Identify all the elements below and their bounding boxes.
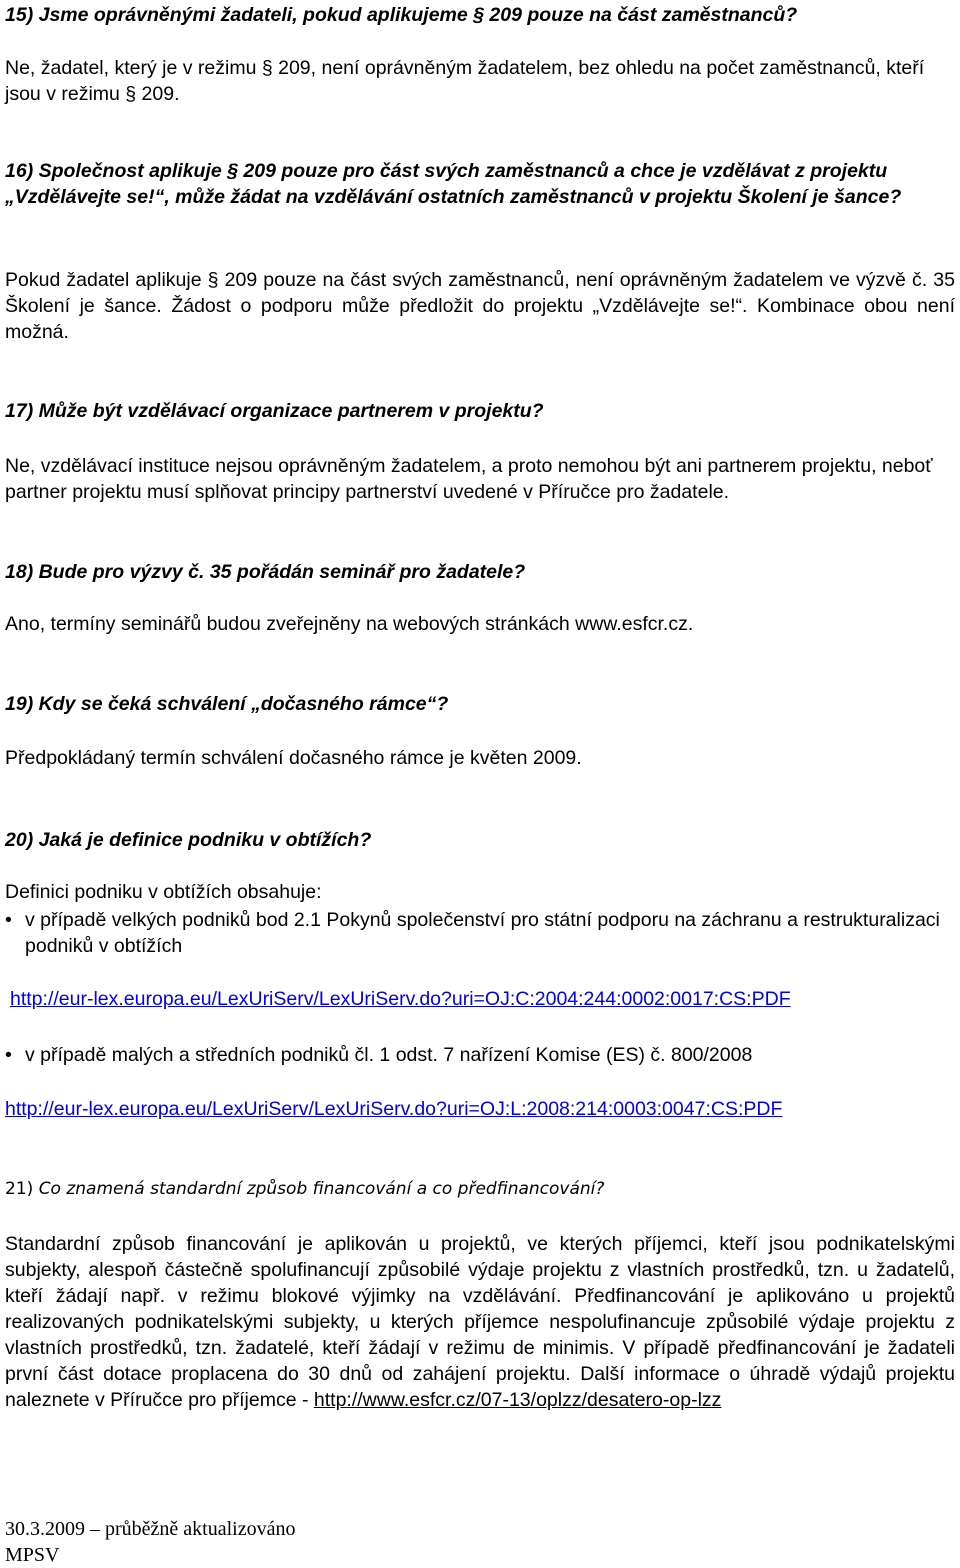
question-21-title <box>5 1175 955 1202</box>
bullet-dot-icon: • <box>5 909 12 931</box>
bullet-item-large-enterprises <box>5 907 955 959</box>
answer-21 <box>5 1231 955 1413</box>
question-20-title: 20) Jaká je definice podniku v obtížích? <box>5 829 372 851</box>
answer-16: Pokud žadatel aplikuje § 209 pouze na část svých zaměstnanců, není oprávněným žadatelem ve výzvě č. 35 Školení je šance. Žádost o podporu může předložit do projektu „Vzdělávejte se!“. Kombinace obou není možná. <box>5 269 955 343</box>
esfcr-desatero-link[interactable]: http://www.esfcr.cz/07-13/oplzz/desatero-op-lzz <box>313 1389 722 1411</box>
question-18-title: 18) Bude pro výzvy č. 35 pořádán seminář pro žadatele? <box>5 561 526 583</box>
footer-date: 30.3.2009 – průběžně aktualizováno <box>5 1518 296 1540</box>
answer-20-intro: Definici podniku v obtížích obsahuje: <box>5 881 322 903</box>
question-19-title: 19) Kdy se čeká schválení „dočasného rámce“? <box>5 693 449 715</box>
question-16-title-a: 16) Společnost aplikuje § 209 pouze pro část svých zaměstnanců a chce je vzdělávat z projektu „Vzdělávejte se! <box>5 160 888 208</box>
question-17-title: 17) Může být vzdělávací organizace partnerem v projektu? <box>5 400 544 422</box>
eur-lex-link-2008[interactable]: http://eur-lex.europa.eu/LexUriServ/LexUriServ.do?uri=OJ:L:2008:214:0003:0047:CS:PDF <box>5 1098 783 1120</box>
answer-21-text: Standardní způsob financování je aplikován u projektů, ve kterých příjemci, kteří jsou podnikatelskými subjekty, alespoň částečně spolufinancují způsobilé výdaje projektu z vlastních prostředků, tzn. u žadatelů, kteří žádají např. v režimu blokové výjimky na vzdělávání. Předfinancování je aplikováno u projektů realizovaných podnikatelskými subjekty, u kterých příjemce nespolufinancuje způsobilé výdaje projektu z vlastních prostředků, tzn. žadatelé, kteří žádají v režimu de minimis. V případě předfinancování je žadateli první část dotace proplacena do 30 dnů od zahájení projektu. Další informace o úhradě výdajů projektu naleznete v Příručce pro příjemce - <box>5 1233 955 1411</box>
footer-ministry: MPSV <box>5 1544 60 1566</box>
question-21-number: 21) <box>5 1179 34 1199</box>
question-16-title <box>5 158 955 210</box>
eur-lex-link-2004[interactable]: http://eur-lex.europa.eu/LexUriServ/LexUriServ.do?uri=OJ:C:2004:244:0002:0017:CS:PDF <box>10 988 791 1010</box>
question-16-title-b: “, může žádat na vzdělávání ostatních zaměstnanců v projektu Školení je šance? <box>154 186 902 208</box>
answer-19: Předpokládaný termín schválení dočasného rámce je květen 2009. <box>5 747 582 769</box>
bullet-item-sme <box>5 1042 955 1068</box>
question-15-title: 15) Jsme oprávněnými žadateli, pokud aplikujeme § 209 pouze na část zaměstnanců? <box>5 4 798 26</box>
bullet-text: v případě malých a středních podniků čl. 1 odst. 7 nařízení Komise (ES) č. 800/2008 <box>25 1044 753 1066</box>
answer-18: Ano, termíny seminářů budou zveřejněny na webových stránkách www.esfcr.cz. <box>5 613 694 635</box>
bullet-dot-icon: • <box>5 1044 12 1066</box>
answer-15: Ne, žadatel, který je v režimu § 209, není oprávněným žadatelem, bez ohledu na počet zaměstnanců, kteří jsou v režimu § 209. <box>5 57 925 105</box>
question-21-text: Co znamená standardní způsob financování a co předfinancování? <box>38 1179 605 1199</box>
answer-17: Ne, vzdělávací instituce nejsou oprávněným žadatelem, a proto nemohou být ani partnerem projektu, neboť partner projektu musí splňovat principy partnerství uvedené v Příručce pro žadatele. <box>5 455 933 503</box>
bullet-text: v případě velkých podniků bod 2.1 Pokynů společenství pro státní podporu na záchranu a restrukturalizaci podniků v obtížích <box>25 909 940 957</box>
